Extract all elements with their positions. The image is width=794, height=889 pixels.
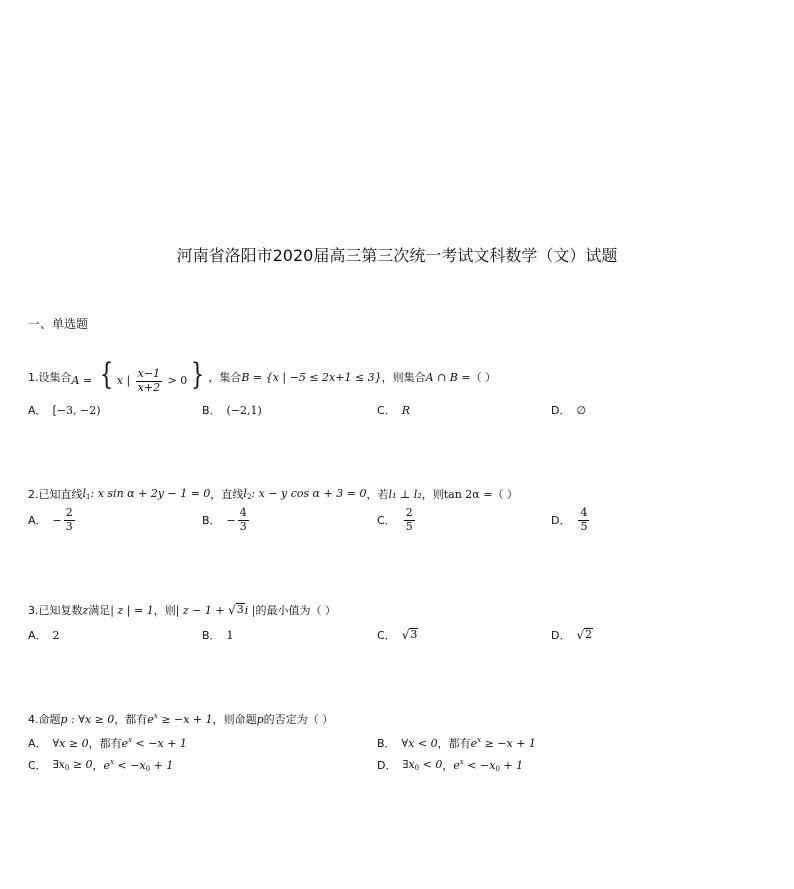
question-4-stem [28,711,333,727]
section-heading: 一、单选题 [28,317,89,331]
question-1-stem [28,357,497,394]
question-number: 2. [28,487,39,501]
tan-expression: tan 2α = [443,487,493,501]
answer-blank: （ ） [470,371,497,385]
intersection-expression: A ∩ B = [425,370,471,384]
question-text: 的最小值为 [255,604,311,617]
question-3-stem [28,602,336,618]
question-text: ，直线 [210,488,244,501]
option-d: D． √ 2 [551,628,593,642]
question-text: ，若 [366,488,389,501]
modulus-expression: | z − 1 + √ 3 i | [175,603,256,617]
option-a: A． 2 [28,628,60,642]
question-text: 设集合 [38,371,72,385]
answer-blank: （ ） [492,488,518,501]
option-c: C． $\exists x_0 \ge 0$ ， $e^x < -x_0 + 1$ [28,757,174,773]
question-number: 4. [28,712,39,726]
question-number: 1. [28,370,39,384]
variable-p: p [256,712,264,726]
option-d: D． $\frac{4}{5}$ [551,506,588,533]
option-d: D． $\exists x_0 < 0$ ， $e^x < -x_0 + 1$ [377,757,524,773]
option-c: C． $\frac{2}{5}$ [377,506,413,533]
set-a-expression: A = { x | $\frac{x-1}{x+2}$ > 0 } [71,357,205,394]
question-2-stem [28,486,518,502]
question-text: ，则 [153,604,176,617]
perpendicular-condition: l₁ ⊥ l₂ [388,487,422,501]
question-text: 满足 [88,604,111,617]
variable-z: z [82,603,89,617]
line-l2-equation: $l_2$: x − y cos α + 3 = 0 [243,487,367,501]
question-text: 命题 [38,713,61,726]
proposition-p: p : ∀x ≥ 0 [60,712,115,726]
option-a: A． − $\frac{2}{3}$ [28,506,73,533]
option-b: B． − $\frac{4}{3}$ [202,506,247,533]
set-b-expression: B = {x | −5 ≤ 2x+1 ≤ 3} [241,370,382,384]
answer-blank: （ ） [310,604,337,617]
question-text: ，集合 [208,371,242,385]
option-c: C． √ 3 [377,628,418,642]
modulus-condition: | z | = 1 [110,603,154,617]
answer-blank: （ ） [307,713,334,726]
option-a: A． ∀x ≥ 0 ，都有 $e^x < -x + 1$ [28,736,187,750]
question-text: 已知复数 [38,604,83,617]
option-b: B． 1 [202,628,234,642]
question-text: ，都有 [114,713,148,726]
document-title: 河南省洛阳市2020届高三第三次统一考试文科数学（文）试题 [176,246,618,265]
option-c: C． R [377,403,410,417]
line-l1-equation: $l_1$: x sin α + 2y − 1 = 0 [82,487,211,501]
option-d: D． ∅ [551,403,587,417]
question-text: ，则 [421,488,444,501]
question-text: 的否定为 [263,713,308,726]
question-number: 3. [28,603,39,617]
option-b: B． (−2,1) [202,403,262,417]
exponential-inequality: $e^x \ge -x + 1$ [147,712,213,726]
question-text: ，则命题 [212,713,257,726]
question-text: ，则集合 [381,371,426,385]
option-a: A． [−3, −2) [28,403,101,417]
question-text: 已知直线 [38,488,83,501]
option-b: B． ∀x < 0 ，都有 $e^x \ge -x + 1$ [377,736,536,750]
